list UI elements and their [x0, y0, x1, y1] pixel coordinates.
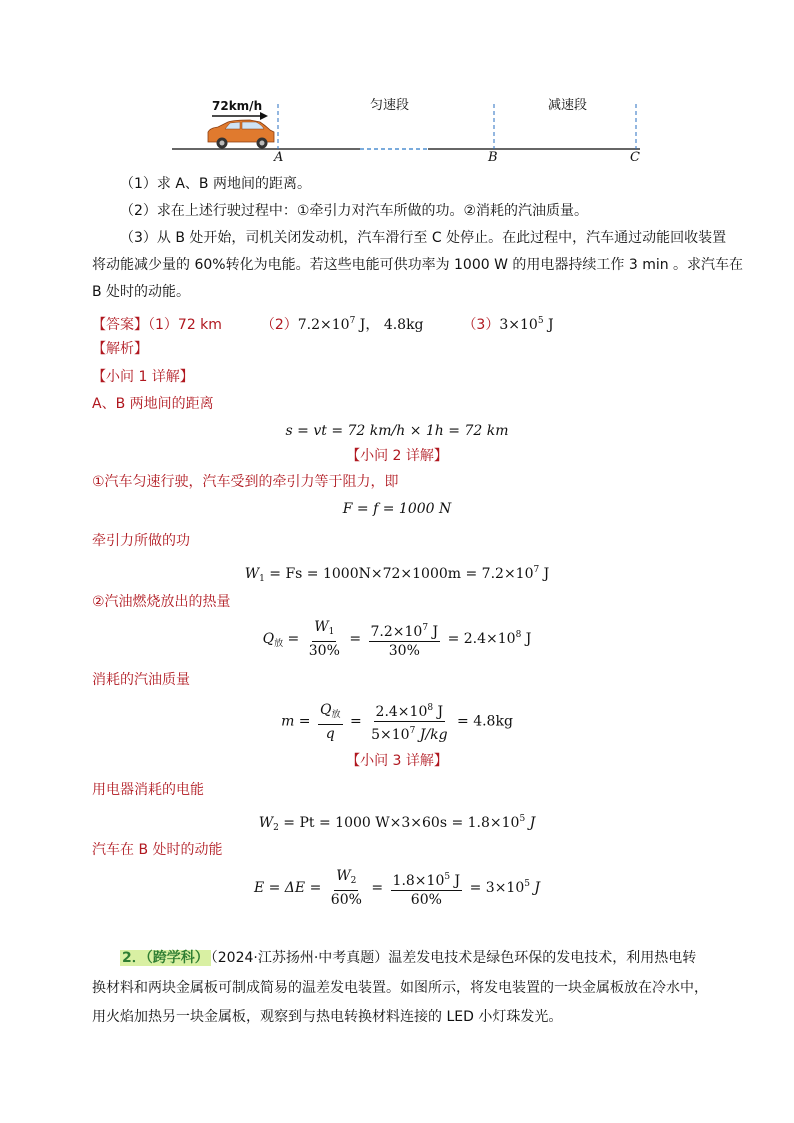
part3-heading: 【小问 3 详解】: [346, 753, 448, 769]
part2-eq3-num2-unit: J: [428, 623, 439, 640]
part2-eq3-den1: 30%: [308, 643, 340, 659]
part3-eq2-den2: 60%: [410, 891, 442, 908]
part2-equation1-text: F = f = 1000 N: [342, 501, 452, 517]
part3-eq2-frac1: $\frac{W_2}{60\%}$: [330, 868, 362, 908]
part2-eq3-sub: 放: [274, 639, 284, 649]
answer-1: （1）72 km: [148, 317, 222, 333]
part3-eq1-exp: 5: [519, 814, 526, 824]
part2-eq3-frac1: $\frac{W_1}{30\%}$: [308, 619, 340, 659]
part2-eq3-result-unit: J: [521, 631, 532, 647]
part2-eq4-num2-exp: 8: [427, 703, 434, 713]
next-problem-line1: [120, 948, 696, 968]
part2-eq4-den2-unit: J/kg: [415, 727, 448, 743]
question-3-line2: 将动能减少量的 60%转化为电能。若这些电能可供功率为 1000 W 的用电器持续工作 3 min 。求汽车在: [92, 257, 744, 273]
part3-equation2: E = ΔE = $\frac{W_2}{60\%}$ = $\frac{1.8\times 10^5 J}{60\%}$ = $3\times 10^5$ J: [253, 868, 541, 908]
answer-label: 【答案】: [92, 317, 148, 333]
part2-heading: 【小问 2 详解】: [346, 448, 448, 464]
part2-eq4-num2: 2.4×10: [375, 704, 428, 720]
decel-label: 减速段: [548, 98, 588, 113]
part2-eq4-frac1: [318, 701, 343, 743]
analysis-label: 【解析】: [92, 341, 148, 357]
part2-eq2-right: = Fs = 1000N×72×1000m = 7.2×10: [264, 566, 534, 582]
next-problem-line3: 用火焰加热另一块金属板，观察到与热电转换材料连接的 LED 小灯珠发光。: [92, 1009, 563, 1025]
part3-eq2-num2: 1.8×10: [392, 872, 445, 889]
uniform-label: 匀速段: [370, 98, 410, 113]
part2-eq4-sub: 放: [331, 709, 341, 720]
part2-eq4-den2: 5×10: [371, 727, 410, 743]
answer-3-exp: 5: [537, 316, 544, 326]
point-a-label: A: [274, 150, 284, 165]
part2-eq4-num2-unit: J: [433, 704, 444, 720]
point-c-label: C: [630, 150, 640, 165]
part3-eq2-num1: W: [336, 868, 351, 884]
part3-text2: 汽车在 B 处时的动能: [92, 842, 223, 858]
part2-text3: ②汽油燃烧放出的热量: [92, 594, 231, 610]
question-2: （2）求在上述行驶过程中：①牵引力对汽车所做的功。②消耗的汽油质量。: [120, 203, 589, 219]
part2-eq3-num2: 7.2×10: [370, 623, 423, 640]
part3-eq2-frac2: [391, 868, 463, 909]
part1-heading: 【小问 1 详解】: [92, 369, 194, 385]
part2-eq2-unit: J: [539, 566, 550, 582]
answer-3-prefix: （3）: [462, 317, 500, 333]
part2-text1: ①汽车匀速行驶，汽车受到的牵引力等于阻力，即: [92, 474, 399, 490]
part2-eq2-w: W: [244, 566, 260, 582]
answer-2-unit1: J，: [355, 317, 380, 333]
part2-eq4-den2-exp: 7: [409, 726, 416, 736]
part2-eq4-den1: q: [325, 725, 335, 742]
part2-equation1: [0, 499, 794, 519]
question-1: （1）求 A、B 两地间的距离。: [120, 176, 311, 192]
part2-eq4-q: Q: [320, 701, 332, 718]
part2-eq4-lhs: m =: [281, 713, 311, 730]
part2-eq4-frac2: [369, 699, 449, 744]
part2-eq3-q: Q: [262, 631, 275, 647]
answer-line: [92, 311, 554, 335]
part2-text2: 牵引力所做的功: [92, 533, 190, 549]
part3-eq2-result-exp: 5: [524, 879, 530, 889]
car-icon: [208, 120, 274, 149]
part2-text4: 消耗的汽油质量: [92, 672, 190, 688]
part3-eq2-den1: 60%: [330, 892, 362, 908]
point-b-label: B: [488, 150, 498, 165]
part2-eq3-frac2: [369, 619, 441, 660]
part3-text1: 用电器消耗的电能: [92, 782, 204, 798]
answer-2-exp1: 7: [349, 316, 356, 326]
next-problem-line2: 换材料和两块金属板可制成简易的温差发电装置。如图所示，将发电装置的一块金属板放在冷水中，: [92, 980, 708, 996]
answer-2-prefix: （2）: [260, 317, 298, 333]
part1-text: A、B 两地间的距离: [92, 396, 214, 412]
part2-equation3: $Q_放$ = $\frac{W_1}{30\%}$ = $\frac{7.2\times 10^7 J}{30\%}$ = $2.4\times 10^8$ J: [262, 619, 532, 659]
problem-number-badge: 2．（跨学科）: [122, 950, 209, 966]
part3-eq2-result-unit: J: [529, 880, 541, 896]
part3-eq2-num2-unit: J: [450, 872, 461, 889]
part3-equation1: $W_2 = Pt = 1000$ $W\times 3\times 60s = 1.8\times 10^5$ J: [258, 814, 536, 833]
speed-label: 72km/h: [212, 99, 263, 113]
part2-eq2-exp: 7: [533, 565, 540, 575]
part2-equation2: $W_1 = Fs = 1000N\times 72\times 1000m = 7.2\times 10^7$ J: [244, 565, 550, 584]
problem-source: （2024·江苏扬州·中考真题）: [210, 950, 389, 966]
part3-eq2-num2-exp: 5: [444, 871, 451, 882]
part2-eq3-result: = 2.4×10: [447, 631, 516, 647]
answer-2-value2: 4.8kg: [383, 317, 424, 333]
part2-eq3-num1: W: [314, 619, 329, 635]
question-3-line3: B 处时的动能。: [92, 284, 191, 300]
part1-equation: [0, 421, 794, 441]
answer-3-value: 3×10: [499, 317, 538, 333]
part3-eq2-lhs: E = ΔE =: [253, 880, 322, 896]
part2-eq3-den2: 30%: [388, 642, 420, 659]
answer-3-unit: J: [543, 317, 554, 333]
answer-2-value1: 7.2×10: [297, 317, 350, 333]
problem-line1: 温差发电技术是绿色环保的发电技术，利用热电转: [388, 950, 697, 966]
part2-eq3-num2-exp: 7: [422, 622, 429, 633]
part2-equation4: m = $\frac{Q_放}{q}$ = $\frac{2.4\times 10^8 J}{5\times 10^7 J/kg}$ = 4.8kg: [0, 699, 794, 744]
part3-eq2-result: = 3×10: [469, 880, 525, 896]
part2-eq4-result: = 4.8kg: [457, 713, 513, 730]
part2-eq3-result-exp: 8: [515, 630, 522, 640]
part1-equation-text: s = vt = 72 km/h × 1h = 72 km: [285, 423, 509, 439]
part3-eq1-unit: J: [525, 815, 536, 831]
part3-eq1-text: = Pt = 1000 W×3×60s = 1.8×10: [278, 815, 520, 831]
question-3-line1: （3）从 B 处开始，司机关闭发动机，汽车滑行至 C 处停止。在此过程中，汽车通过动能回收装置: [120, 230, 727, 246]
